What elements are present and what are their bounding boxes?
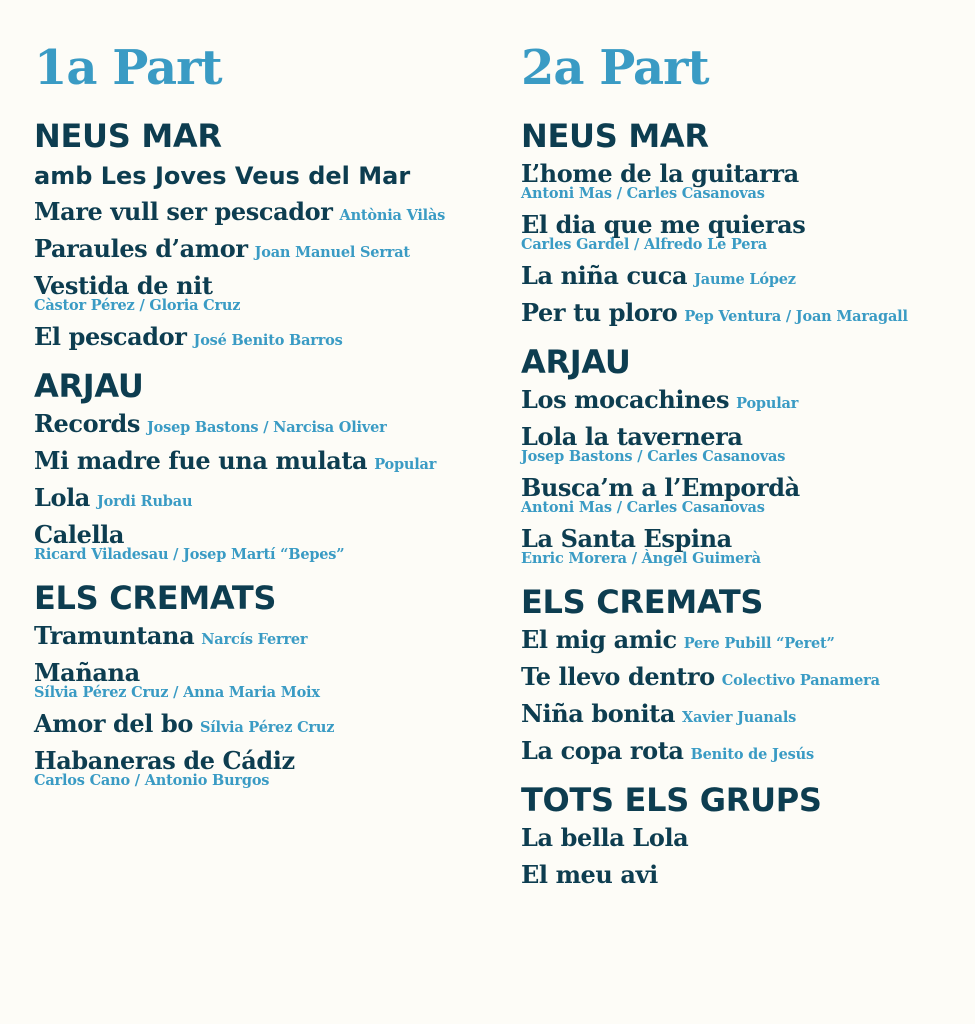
song-title: Niña bonita xyxy=(521,699,676,728)
song-credit: José Benito Barros xyxy=(193,332,343,349)
song-credit: Càstor Pérez / Gloria Cruz xyxy=(34,297,241,314)
song-item xyxy=(521,698,908,729)
song-title-line xyxy=(34,408,445,439)
song-title-line xyxy=(34,620,445,651)
song-credit: Pep Ventura / Joan Maragall xyxy=(684,308,908,325)
group-title: ELS CREMATS xyxy=(34,579,277,617)
song-item xyxy=(34,708,445,739)
song-title: El dia que me quieras xyxy=(521,210,806,239)
group-arjau xyxy=(34,364,445,564)
song-credit: Joan Manuel Serrat xyxy=(254,244,410,261)
song-title: La Santa Espina xyxy=(521,524,732,553)
song-title: Los mocachines xyxy=(521,385,730,414)
song-item xyxy=(521,421,908,466)
song-title-line xyxy=(521,260,908,291)
song-credit: Pere Pubill “Peret” xyxy=(683,635,835,652)
group-title: NEUS MAR xyxy=(34,117,222,155)
group-tots-els-grups xyxy=(521,778,908,890)
song-title-line xyxy=(521,384,908,415)
song-credit: Antoni Mas / Carles Casanovas xyxy=(521,499,765,516)
song-title: Te llevo dentro xyxy=(521,662,715,691)
song-title: Mañana xyxy=(34,658,140,687)
group-title: NEUS MAR xyxy=(521,117,709,155)
song-title-line xyxy=(521,661,908,692)
song-item xyxy=(521,735,908,766)
song-title: La niña cuca xyxy=(521,261,688,290)
song-credit: Ricard Viladesau / Josep Martí “Bepes” xyxy=(34,546,345,563)
song-title: Per tu ploro xyxy=(521,298,678,327)
song-credit: Popular xyxy=(374,456,437,473)
song-title: Amor del bo xyxy=(34,709,193,738)
song-title: L’home de la guitarra xyxy=(521,159,799,188)
song-title: La copa rota xyxy=(521,736,684,765)
song-title: El pescador xyxy=(34,322,187,351)
song-item xyxy=(521,297,908,328)
group-title: ELS CREMATS xyxy=(521,583,764,621)
song-title-line xyxy=(34,482,445,513)
song-item xyxy=(34,657,445,702)
song-credit: Josep Bastons / Narcisa Oliver xyxy=(146,419,387,436)
song-title: Mi madre fue una mulata xyxy=(34,446,368,475)
part-2-title: 2a Part xyxy=(521,40,709,96)
song-credit: Josep Bastons / Carles Casanovas xyxy=(521,448,786,465)
song-title-line xyxy=(34,445,445,476)
song-title: Lola la tavernera xyxy=(521,422,743,451)
song-credit: Narcís Ferrer xyxy=(201,631,308,648)
song-title-line xyxy=(521,822,908,853)
song-credit: Colectivo Panamera xyxy=(721,672,880,689)
song-title: Busca’m a l’Empordà xyxy=(521,473,800,502)
song-item xyxy=(34,196,445,227)
song-title-line xyxy=(521,698,908,729)
song-item xyxy=(34,620,445,651)
song-item xyxy=(521,859,908,890)
part-1-title: 1a Part xyxy=(34,40,222,96)
song-title-line xyxy=(521,735,908,766)
song-credit: Benito de Jesús xyxy=(690,746,814,763)
song-item xyxy=(521,158,908,203)
song-item xyxy=(521,822,908,853)
song-credit: Sílvia Pérez Cruz xyxy=(199,719,335,736)
group-neus-mar xyxy=(34,114,445,352)
song-credit: Popular xyxy=(736,395,799,412)
song-title: Habaneras de Cádiz xyxy=(34,746,295,775)
part-2-program xyxy=(521,114,908,902)
group-title: TOTS ELS GRUPS xyxy=(521,781,822,819)
song-item xyxy=(34,519,445,564)
song-credit: Carles Gardel / Alfredo Le Pera xyxy=(521,236,767,253)
song-credit: Carlos Cano / Antonio Burgos xyxy=(34,772,270,789)
song-item xyxy=(521,472,908,517)
group-arjau xyxy=(521,340,908,568)
song-item xyxy=(34,408,445,439)
song-item xyxy=(521,624,908,655)
song-title-line xyxy=(34,196,445,227)
group-neus-mar xyxy=(521,114,908,328)
song-title-line xyxy=(34,321,445,352)
part-1-program xyxy=(34,114,445,802)
song-title-line xyxy=(34,708,445,739)
song-item xyxy=(34,233,445,264)
song-item xyxy=(34,482,445,513)
song-title: Records xyxy=(34,409,140,438)
song-item xyxy=(34,445,445,476)
song-title: Vestida de nit xyxy=(34,271,213,300)
song-item xyxy=(521,209,908,254)
song-item xyxy=(34,321,445,352)
group-title: ARJAU xyxy=(521,343,631,381)
song-title: La bella Lola xyxy=(521,823,689,852)
song-item xyxy=(521,523,908,568)
song-credit: Jordi Rubau xyxy=(96,493,193,510)
song-title: Tramuntana xyxy=(34,621,195,650)
song-credit: Jaume López xyxy=(694,271,796,288)
song-title: El mig amic xyxy=(521,625,677,654)
song-credit: Antoni Mas / Carles Casanovas xyxy=(521,185,765,202)
song-title-line xyxy=(34,233,445,264)
song-item xyxy=(34,270,445,315)
song-title-line xyxy=(521,297,908,328)
song-credit: Xavier Juanals xyxy=(682,709,797,726)
song-credit: Enric Morera / Àngel Guimerà xyxy=(521,550,761,567)
group-els-cremats xyxy=(521,580,908,766)
group-els-cremats xyxy=(34,576,445,790)
song-title: Lola xyxy=(34,483,90,512)
song-item xyxy=(521,661,908,692)
group-subtitle: amb Les Joves Veus del Mar xyxy=(34,162,411,190)
song-title-line xyxy=(521,859,908,890)
song-title: Mare vull ser pescador xyxy=(34,197,333,226)
song-title: Paraules d’amor xyxy=(34,234,248,263)
song-credit: Antònia Vilàs xyxy=(339,207,446,224)
song-title-line xyxy=(521,624,908,655)
song-item xyxy=(34,745,445,790)
song-item xyxy=(521,384,908,415)
song-credit: Sílvia Pérez Cruz / Anna Maria Moix xyxy=(34,684,320,701)
group-title: ARJAU xyxy=(34,367,144,405)
song-item xyxy=(521,260,908,291)
song-title: Calella xyxy=(34,520,125,549)
song-title: El meu avi xyxy=(521,860,658,889)
